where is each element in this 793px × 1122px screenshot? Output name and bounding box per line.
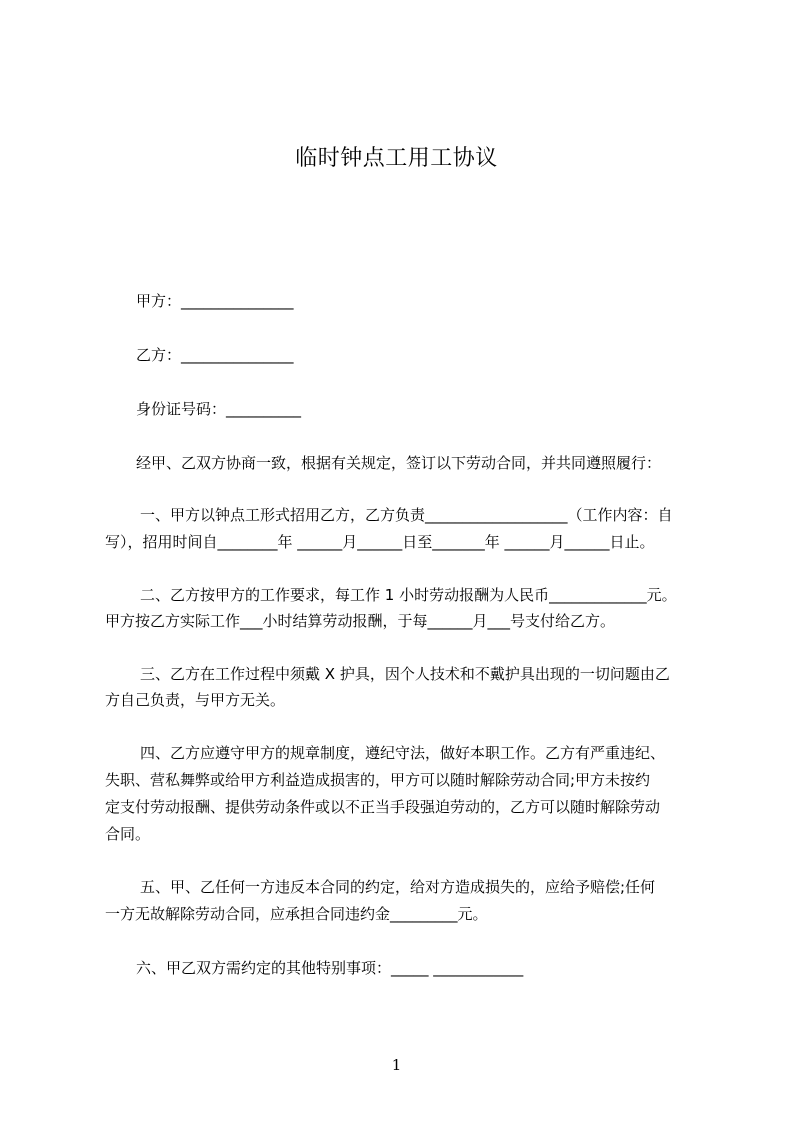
intro-paragraph: 经甲、乙双方协商一致，根据有关规定，签订以下劳动合同，并共同遵照履行： bbox=[136, 454, 662, 472]
clause-5-line-1: 五、甲、乙任何一方违反本合同的约定，给对方造成损失的，应给予赔偿;任何 bbox=[140, 878, 656, 896]
clause-4-line-4: 合同。 bbox=[105, 825, 151, 843]
clause-3-line-1: 三、乙方在工作过程中须戴 X 护具，因个人技术和不戴护具出现的一切问题由乙 bbox=[140, 665, 670, 683]
clause-2-line-1: 二、乙方按甲方的工作要求，每工作 1 小时劳动报酬为人民币_____________元。 bbox=[140, 586, 677, 604]
clause-6-line: 六、甲乙双方需约定的其他特别事项：_____ ____________ bbox=[136, 959, 524, 977]
id-number-line: 身份证号码：__________ bbox=[136, 400, 302, 418]
clause-4-line-3: 定支付劳动报酬、提供劳动条件或以不正当手段强迫劳动的，乙方可以随时解除劳动 bbox=[105, 798, 661, 816]
document-title: 临时钟点工用工协议 bbox=[295, 146, 498, 171]
page-number: 1 bbox=[391, 1056, 402, 1074]
party-b-line: 乙方：_______________ bbox=[136, 346, 294, 364]
party-a-line: 甲方：_______________ bbox=[136, 292, 294, 310]
clause-4-line-2: 失职、营私舞弊或给甲方利益造成损害的，甲方可以随时解除劳动合同;甲方未按约 bbox=[105, 771, 651, 789]
clause-1-line-2: 写），招用时间自________年 ______月______日至_______年 ______月______日止。 bbox=[105, 533, 655, 551]
clause-5-line-2: 一方无故解除劳动合同，应承担合同违约金_________元。 bbox=[105, 905, 488, 923]
clause-3-line-2: 方自己负责，与甲方无关。 bbox=[105, 691, 286, 709]
clause-4-line-1: 四、乙方应遵守甲方的规章制度，遵纪守法，做好本职工作。乙方有严重违纪、 bbox=[140, 744, 666, 762]
clause-1-line-1: 一、甲方以钟点工形式招用乙方，乙方负责___________________（工作内容：自 bbox=[140, 506, 673, 524]
clause-2-line-2: 甲方按乙方实际工作___小时结算劳动报酬，于每______月___号支付给乙方。 bbox=[105, 612, 616, 630]
